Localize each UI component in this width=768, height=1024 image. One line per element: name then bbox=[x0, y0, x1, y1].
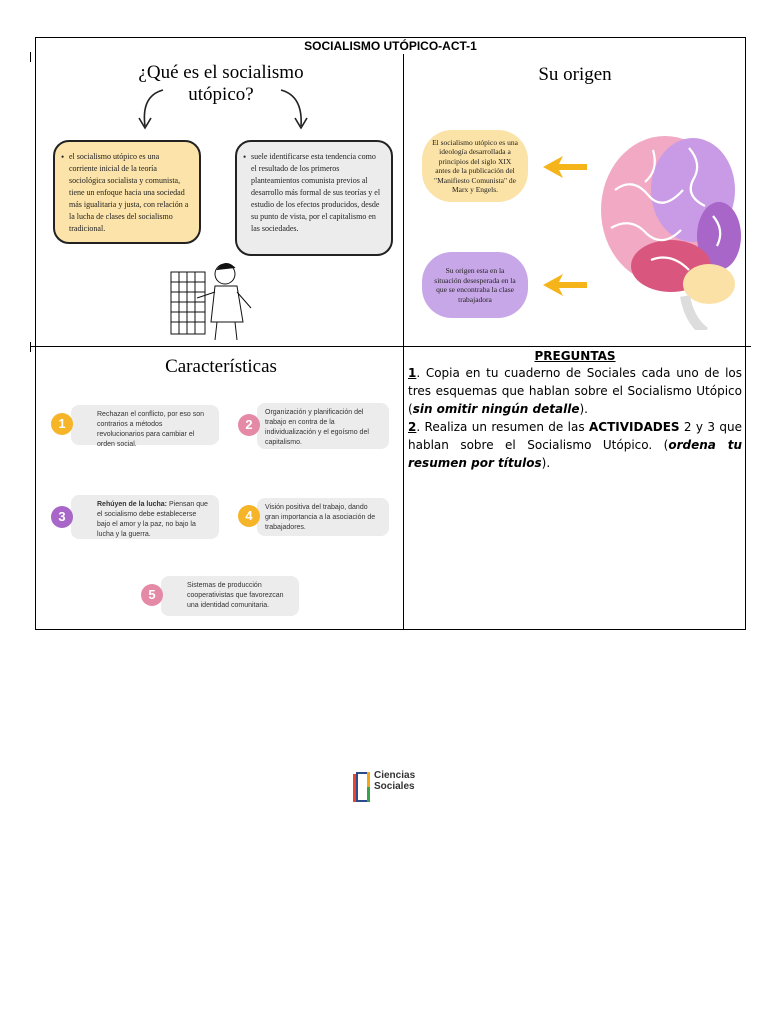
corner-tick bbox=[30, 342, 31, 352]
characteristic-card: Rehúyen de la lucha: Piensan que el socialismo debe establecerse bajo el amor y la paz, no bajo la lucha y la guerra. bbox=[71, 495, 219, 539]
definition-bubble: • el socialismo utópico es una corriente inicial de la teoría sociológica socialista y comunista, tiene un enfoque hacia una sociedad más igualitaria y justa, con relación a la lucha de clases del socialismo tradicional. bbox=[53, 140, 201, 244]
arrow-left-icon bbox=[541, 152, 591, 182]
column-divider bbox=[403, 54, 404, 629]
characteristics-panel bbox=[41, 348, 401, 628]
ciencias-sociales-logo bbox=[352, 770, 422, 804]
corner-tick bbox=[30, 52, 31, 62]
characteristic-card: Rechazan el conflicto, por eso son contrarios a métodos revolucionarios para cambiar el orden social. bbox=[71, 405, 219, 445]
corner-tick bbox=[745, 52, 746, 62]
corner-tick bbox=[745, 342, 746, 352]
activity-sheet bbox=[35, 37, 746, 630]
questions-heading: PREGUNTAS bbox=[534, 349, 616, 363]
logo-mark-icon bbox=[352, 770, 372, 804]
what-is-panel bbox=[41, 56, 401, 344]
question-2: 2. Realiza un resumen de las ACTIVIDADES 2 y 3 que hablan sobre el Socialismo Utópico. (ordena tu resumen por títulos). bbox=[408, 420, 742, 470]
origin-ideology-pill: El socialismo utópico es una ideología desarrollada a principios del siglo XIX antes de la publicación del "Manifiesto Comunista" de Marx y Engels. bbox=[422, 130, 528, 202]
number-badge: 3 bbox=[51, 506, 73, 528]
number-badge: 5 bbox=[141, 584, 163, 606]
worker-illustration-icon bbox=[167, 252, 257, 342]
origin-cause-pill: Su origen esta en la situación desesperada en la que se encontraba la clase trabajadora bbox=[422, 252, 528, 318]
sheet-title: SOCIALISMO UTÓPICO-ACT-1 bbox=[304, 39, 477, 53]
logo-text: Ciencias Sociales bbox=[374, 770, 416, 792]
origin-title: Su origen bbox=[538, 64, 612, 85]
characteristic-card: Sistemas de producción cooperativistas que favorezcan una identidad comunitaria. bbox=[161, 576, 299, 616]
number-badge: 1 bbox=[51, 413, 73, 435]
characteristics-title: Características bbox=[165, 356, 277, 377]
number-badge: 2 bbox=[238, 414, 260, 436]
tendency-bubble: • suele identificarse esta tendencia como el resultado de los primeros planteamientos comunista previos al desarrollo más formal de sus teorías y el estudio de los efectos producidos, desde su punto de vista, por el capitalismo en las sociedades. bbox=[235, 140, 393, 256]
characteristic-card: Organización y planificación del trabajo en contra de la individualización y el egoísmo del capitalismo. bbox=[257, 403, 389, 449]
characteristic-card: Visión positiva del trabajo, dando gran importancia a la asociación de trabajadores. bbox=[257, 498, 389, 536]
question-1: 1. Copia en tu cuaderno de Sociales cada uno de los tres esquemas que hablan sobre el Socialismo Utópico (sin omitir ningún detalle). bbox=[408, 366, 742, 416]
arrow-left-icon bbox=[541, 270, 591, 300]
what-is-title: ¿Qué es el socialismo utópico? bbox=[138, 62, 304, 105]
brain-icon bbox=[593, 120, 743, 330]
questions-panel bbox=[408, 347, 742, 627]
curved-arrows-icon bbox=[41, 56, 401, 146]
number-badge: 4 bbox=[238, 505, 260, 527]
origin-panel bbox=[405, 56, 745, 344]
